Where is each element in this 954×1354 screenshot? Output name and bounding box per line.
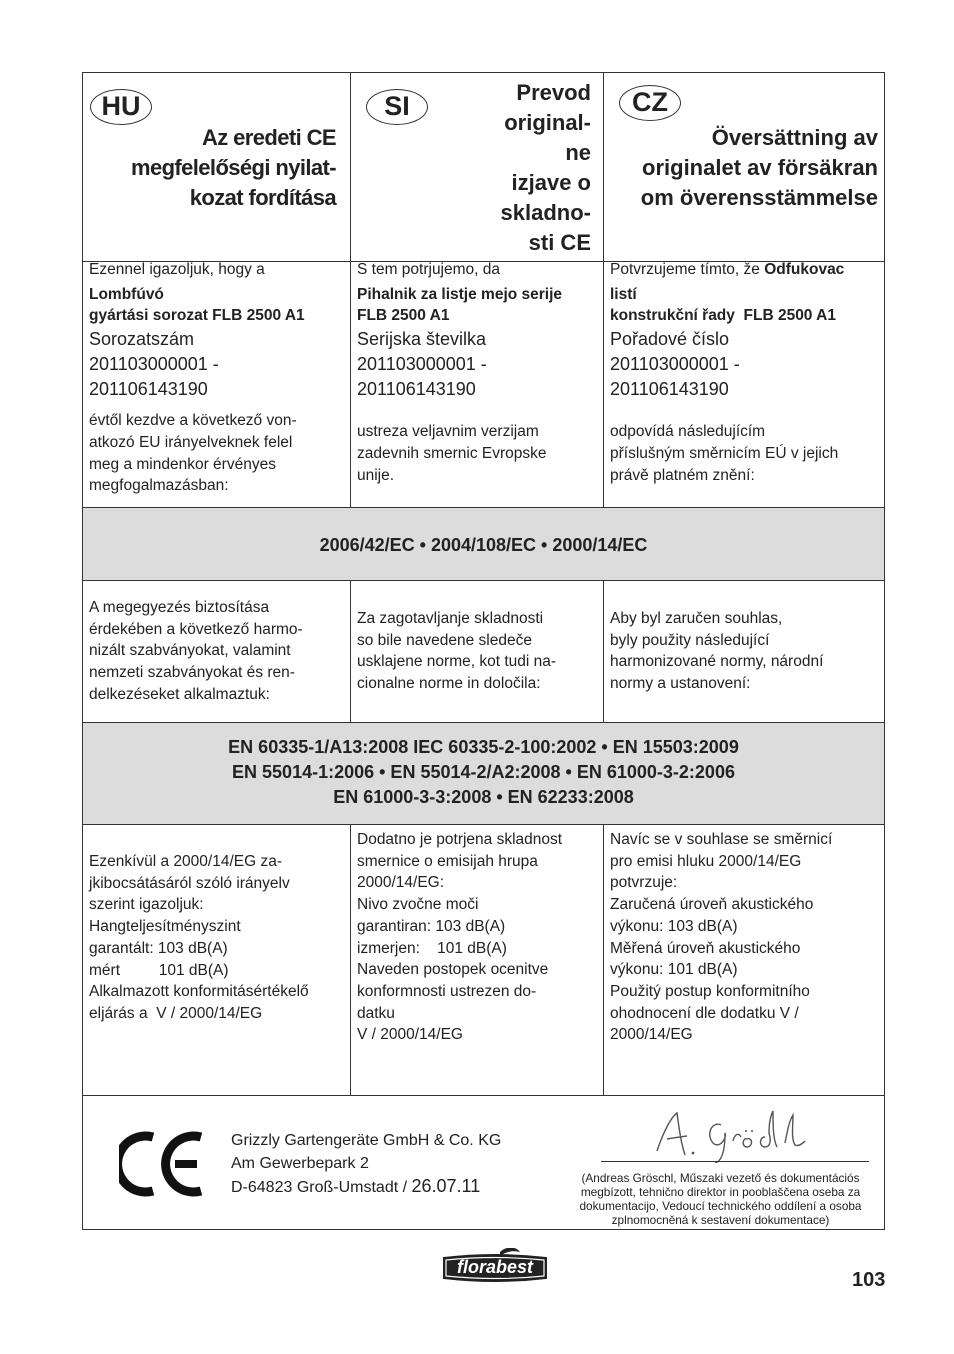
text-line: jkibocsátásáról szóló irányelv [89, 874, 290, 892]
text-line: právě platném znění: [610, 466, 755, 484]
title-line: original- [504, 110, 591, 135]
intro: Ezennel igazoljuk, hogy a [89, 261, 265, 278]
hu-noise-cell [89, 851, 347, 1025]
intro-text: Potvrzujeme tímto, že [610, 261, 765, 278]
cz-noise-cell [610, 829, 884, 1046]
text-line: Za zagotavljanje skladnosti [357, 610, 544, 627]
product: listí [610, 285, 637, 303]
product: Pihalnik za listje mejo serije [357, 285, 563, 303]
text-line: cionalne norme in določila: [357, 675, 541, 693]
text-line: zadevnih smernic Evropske [357, 444, 547, 462]
company-street: Am Gewerbepark 2 [231, 1155, 369, 1172]
text-line: byly použity následující [610, 631, 770, 649]
signer-note: (Andreas Gröschl, Műszaki vezető és dokumentációs megbízott, tehnično direktor in pooblaščena oseba za dokumentacijo, Vedoucí technického oddílení a osoba zplnomocněná k sestavení dokumentace) [579, 1171, 862, 1227]
text-line: delkezéseket alkalmaztuk: [89, 685, 270, 703]
series: konstrukční řady FLB 2500 A1 [610, 307, 836, 325]
text-line: Alkalmazott konformitásértékelő [89, 983, 309, 1001]
hu-title [131, 123, 336, 213]
si-badge: SI [366, 89, 428, 125]
text-line: érdekében a következő harmo- [89, 620, 303, 638]
row-divider [83, 580, 884, 581]
text-line: Zaručená úroveň akustického [610, 896, 814, 914]
text-line: eljárás a V / 2000/14/EG [89, 1004, 263, 1022]
text-line: usklajene norme, kot tudi na- [357, 653, 557, 671]
signature-line [601, 1161, 869, 1162]
serial-label: Serijska številka [357, 329, 487, 350]
cz-badge: CZ [619, 85, 681, 121]
text-line: garantált: 103 dB(A) [89, 939, 228, 957]
brand-name: florabest [456, 1257, 534, 1277]
city-text: D-64823 Groß-Umstadt / [231, 1179, 412, 1196]
text-line: příslušným směrnicím EÚ v jejich [610, 444, 839, 462]
series: FLB 2500 A1 [357, 307, 450, 325]
cz-product-cell [610, 259, 884, 486]
serial-to: 201106143190 [89, 379, 208, 400]
standards-line: EN 61000-3-3:2008 • EN 62233:2008 [333, 787, 634, 807]
text-line: Aby byl zaručen souhlas, [610, 610, 783, 627]
ce-mark-icon [119, 1131, 205, 1197]
text-line: megfogalmazásban: [89, 477, 229, 495]
text-line: V / 2000/14/EG [357, 1026, 463, 1044]
standards-band [83, 723, 884, 824]
text-line: konformnosti ustrezen do- [357, 982, 537, 1000]
text-line: 2000/14/EG: [357, 874, 445, 892]
standards-text [83, 735, 884, 810]
intro-product: Odfukovac [764, 261, 845, 278]
product: Lombfúvó [89, 285, 164, 303]
date: 26.07.11 [411, 1176, 481, 1196]
column-divider [350, 73, 351, 508]
row-divider [83, 1095, 884, 1096]
text-line: nemzeti szabványokat és ren- [89, 664, 295, 682]
text-line: Naveden postopek ocenitve [357, 961, 549, 979]
text-line: évtől kezdve a következő von- [89, 412, 297, 430]
text-line: odpovídá následujícím [610, 423, 766, 441]
title-line: megfelelőségi nyilat- [130, 155, 336, 180]
text-line: normy a ustanovení: [610, 675, 751, 693]
column-divider [350, 580, 351, 723]
si-title [501, 78, 591, 258]
hu-product-cell [89, 259, 347, 497]
page-number: 103 [852, 1269, 886, 1291]
text-line: smernice o emisijah hrupa [357, 852, 538, 870]
text-line: mért 101 dB(A) [89, 961, 229, 979]
text-line: Nivo zvočne moči [357, 896, 479, 914]
company-address [231, 1129, 501, 1199]
text-line: unije. [357, 466, 395, 484]
text-line: garantiran: 103 dB(A) [357, 917, 506, 935]
text-line: Dodatno je potrjena skladnost [357, 831, 563, 848]
title-line: Az eredeti CE [201, 125, 336, 150]
florabest-logo [440, 1248, 550, 1286]
text-line: ustreza veljavnim verzijam [357, 423, 539, 441]
text-line: Ezenkívül a 2000/14/EG za- [89, 853, 283, 870]
declaration-table [82, 72, 885, 1230]
text-line: Použitý postup konformitního [610, 982, 810, 1000]
title-line: skladno- [500, 200, 591, 225]
text-line: so bile navedene sledeče [357, 631, 532, 649]
signature [643, 1103, 833, 1163]
serial-from: 201103000001 - [89, 354, 219, 375]
serial-label: Sorozatszám [89, 329, 195, 350]
text-line: výkonu: 103 dB(A) [610, 917, 738, 935]
column-divider [350, 824, 351, 1096]
text-line: datku [357, 1004, 395, 1022]
text-line: výkonu: 101 dB(A) [610, 961, 738, 979]
serial-from: 201103000001 - [610, 354, 740, 375]
si-noise-cell [357, 829, 601, 1046]
title-line: izjave o [511, 170, 591, 195]
column-divider [603, 824, 604, 1096]
text-line: meg a mindenkor érvényes [89, 455, 276, 473]
title-line: kozat fordítása [189, 185, 336, 210]
intro: S tem potrjujemo, da [357, 261, 501, 278]
row-divider [83, 824, 884, 825]
si-standards-intro [357, 608, 601, 695]
intro [610, 259, 884, 281]
text-line: Navíc se v souhlase se směrnicí [610, 831, 833, 848]
directives-text: 2006/42/EC • 2004/108/EC • 2000/14/EC [319, 535, 648, 555]
text-line: izmerjen: 101 dB(A) [357, 939, 507, 957]
company-city [231, 1175, 501, 1199]
title-line: originalet av försäkran [642, 155, 878, 180]
series: gyártási sorozat FLB 2500 A1 [89, 307, 305, 325]
title-line: om överensstämmelse [640, 185, 878, 210]
hu-badge: HU [90, 89, 152, 125]
company-name: Grizzly Gartengeräte GmbH & Co. KG [231, 1132, 502, 1149]
column-divider [603, 73, 604, 508]
cz-standards-intro [610, 608, 884, 695]
standards-line: EN 55014-1:2006 • EN 55014-2/A2:2008 • EN 61000-3-2:2006 [232, 762, 735, 782]
title-line: sti CE [528, 230, 591, 255]
text-line: ohodnocení dle dodatku V / [610, 1004, 799, 1022]
cz-title [641, 123, 878, 213]
serial-label: Pořadové číslo [610, 329, 730, 350]
text-line: harmonizované normy, národní [610, 653, 824, 671]
text-line: A megegyezés biztosítása [89, 599, 270, 616]
serial-to: 201106143190 [357, 379, 476, 400]
directives-band [83, 508, 884, 580]
si-product-cell [357, 259, 601, 486]
title-line: ne [565, 140, 591, 165]
text-line: pro emisi hluku 2000/14/EG [610, 852, 802, 870]
column-divider [603, 580, 604, 723]
text-line: atkozó EU irányelveknek felel [89, 433, 293, 451]
text-line: Měřená úroveň akustického [610, 939, 801, 957]
hu-standards-intro [89, 597, 347, 706]
serial-from: 201103000001 - [357, 354, 487, 375]
text-line: nizált szabványokat, valamint [89, 642, 291, 660]
title-line: Prevod [516, 80, 591, 105]
text-line: Hangteljesítményszint [89, 918, 241, 936]
title-line: Översättning av [711, 125, 878, 150]
standards-line: EN 60335-1/A13:2008 IEC 60335-2-100:2002 • EN 15503:2009 [228, 737, 739, 757]
text-line: szerint igazoljuk: [89, 896, 204, 914]
serial-to: 201106143190 [610, 379, 729, 400]
text-line: 2000/14/EG [610, 1026, 693, 1044]
text-line: potvrzuje: [610, 874, 678, 892]
